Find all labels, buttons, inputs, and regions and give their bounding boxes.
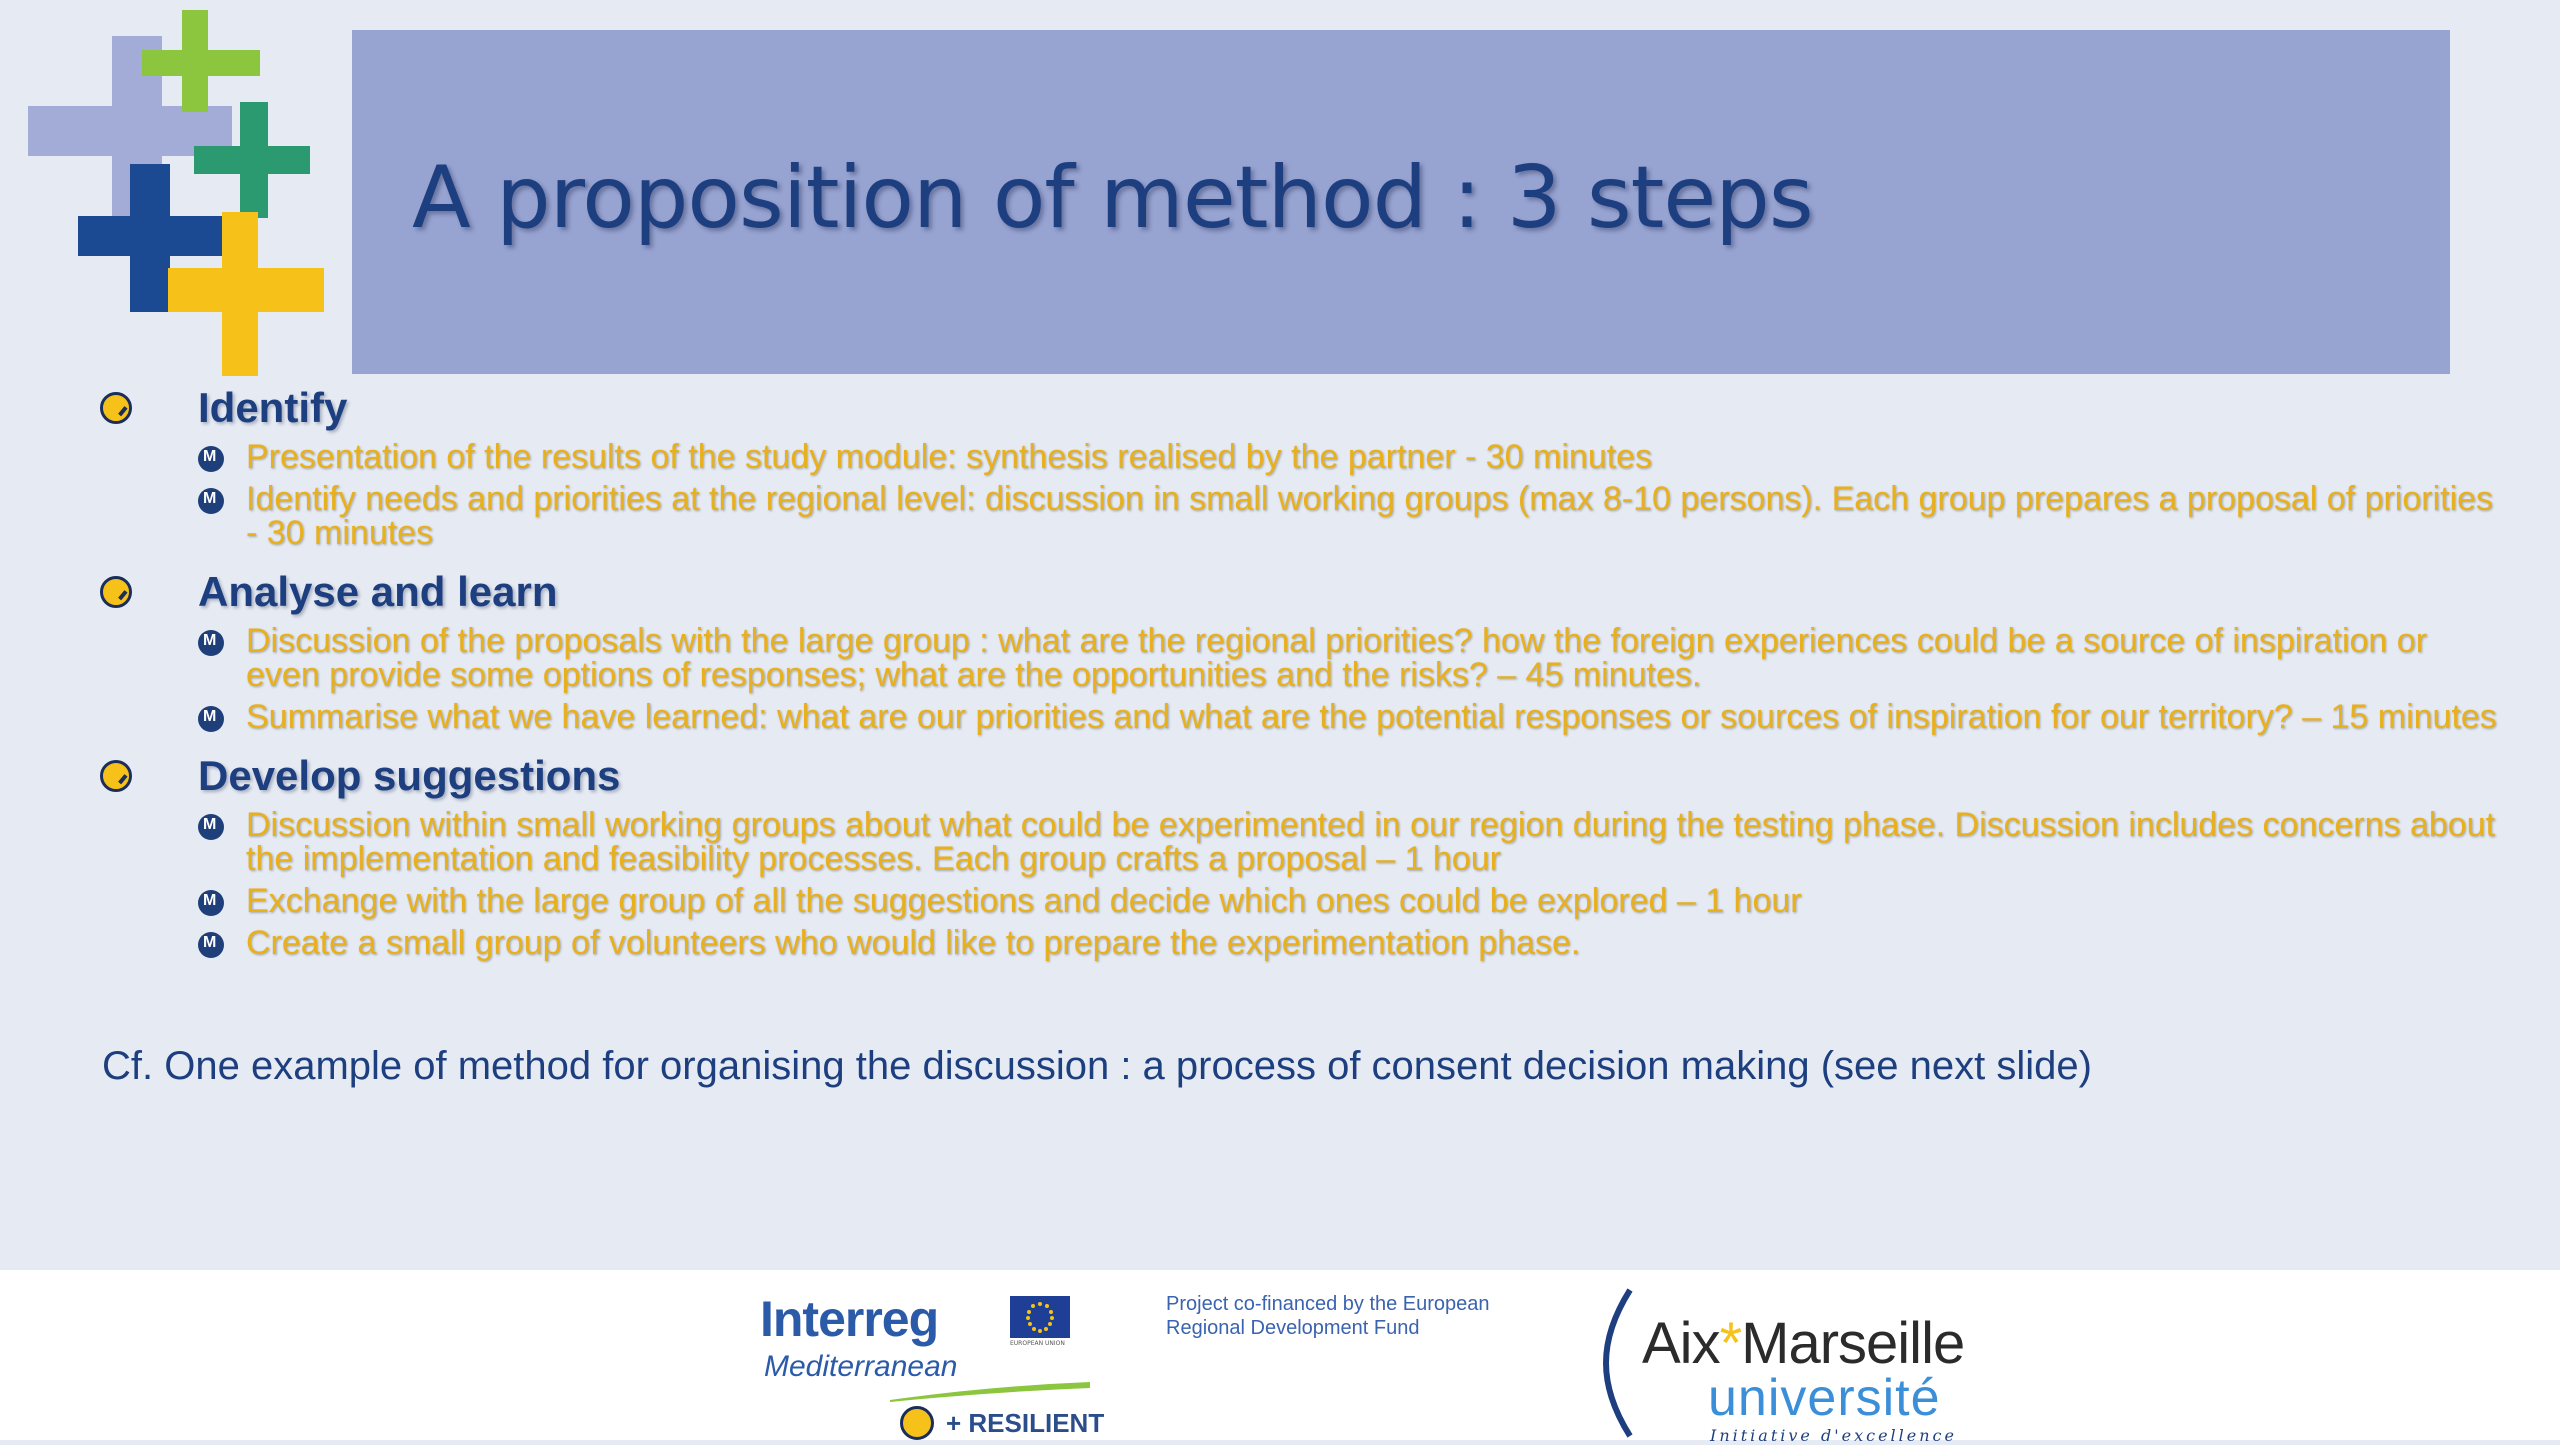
eu-flag-icon xyxy=(1010,1296,1070,1338)
slide-title: A proposition of method : 3 steps xyxy=(412,148,1813,248)
cofinance-text: Project co-financed by the European Regional Development Fund xyxy=(1166,1293,1490,1339)
blue-bullet-icon xyxy=(198,932,224,958)
blue-bullet-icon xyxy=(198,706,224,732)
step-items xyxy=(100,440,2520,550)
amu-star-icon: * xyxy=(1719,1311,1742,1376)
step-identify xyxy=(100,380,2520,550)
step-heading: Identify xyxy=(198,384,348,431)
step-analyse-head xyxy=(100,564,2520,620)
list-item xyxy=(198,884,2520,918)
list-item xyxy=(198,700,2520,734)
footer xyxy=(0,1270,2560,1445)
item-text: Discussion within small working groups about what could be experimented in our region during the testing phase. Discussion includes concerns about the implementation and feasibility processes. Each group crafts a proposal – 1 hour xyxy=(246,806,2496,878)
step-develop-head xyxy=(100,748,2520,804)
item-text: Presentation of the results of the study module: synthesis realised by the partner - 30 minutes xyxy=(246,438,1653,476)
resilient-dot-icon xyxy=(900,1406,934,1440)
item-text: Discussion of the proposals with the large group : what are the regional priorities? how the foreign experiences could be a source of inspiration or even provide some options of responses; what are the opportunities and the risks? – 45 minutes. xyxy=(246,622,2428,694)
item-text: Summarise what we have learned: what are our priorities and what are the potential responses or sources of inspiration for our territory? – 15 minutes xyxy=(246,698,2497,736)
step-identify-head xyxy=(100,380,2520,436)
blue-bullet-icon xyxy=(198,488,224,514)
step-heading: Develop suggestions xyxy=(198,752,621,799)
yellow-bullet-icon xyxy=(100,576,132,608)
blue-bullet-icon xyxy=(198,446,224,472)
title-band xyxy=(352,30,2450,374)
item-text: Identify needs and priorities at the regional level: discussion in small working groups (max 8-10 persons). Each group prepares a proposal of priorities - 30 minutes xyxy=(246,480,2494,552)
amu-name-part1: Aix xyxy=(1642,1311,1720,1376)
list-item xyxy=(198,624,2520,692)
steps-list xyxy=(100,380,2520,974)
amu-name-part2: Marseille xyxy=(1741,1311,1965,1376)
interreg-logo xyxy=(760,1290,1120,1440)
amu-name xyxy=(1642,1310,1964,1377)
list-item xyxy=(198,926,2520,960)
interreg-title: Interreg xyxy=(760,1291,939,1347)
footnote: Cf. One example of method for organising the discussion : a process of consent decision making (see next slide) xyxy=(102,1044,2092,1088)
step-analyse xyxy=(100,564,2520,734)
step-items xyxy=(100,808,2520,960)
list-item xyxy=(198,482,2520,550)
amu-tagline: Initiative d'excellence xyxy=(1710,1426,1957,1445)
list-item xyxy=(198,440,2520,474)
blue-bullet-icon xyxy=(198,814,224,840)
item-text: Exchange with the large group of all the suggestions and decide which ones could be explored – 1 hour xyxy=(246,882,1802,920)
green-swoosh-icon xyxy=(890,1380,1090,1404)
resilient-label: + RESILIENT xyxy=(946,1408,1105,1438)
step-develop xyxy=(100,748,2520,960)
blue-bullet-icon xyxy=(198,890,224,916)
aix-marseille-logo xyxy=(1600,1288,1980,1445)
step-heading: Analyse and learn xyxy=(198,568,558,615)
list-item xyxy=(198,808,2520,876)
yellow-bullet-icon xyxy=(100,760,132,792)
plus-crosses-logo-icon xyxy=(22,6,332,376)
bracket-icon xyxy=(1600,1288,1640,1438)
eu-caption: EUROPEAN UNION xyxy=(1010,1340,1065,1347)
blue-bullet-icon xyxy=(198,630,224,656)
yellow-bullet-icon xyxy=(100,392,132,424)
step-items xyxy=(100,624,2520,734)
interreg-subtitle: Mediterranean xyxy=(764,1350,958,1383)
item-text: Create a small group of volunteers who would like to prepare the experimentation phase. xyxy=(246,924,1581,962)
amu-universite: université xyxy=(1708,1369,1941,1427)
